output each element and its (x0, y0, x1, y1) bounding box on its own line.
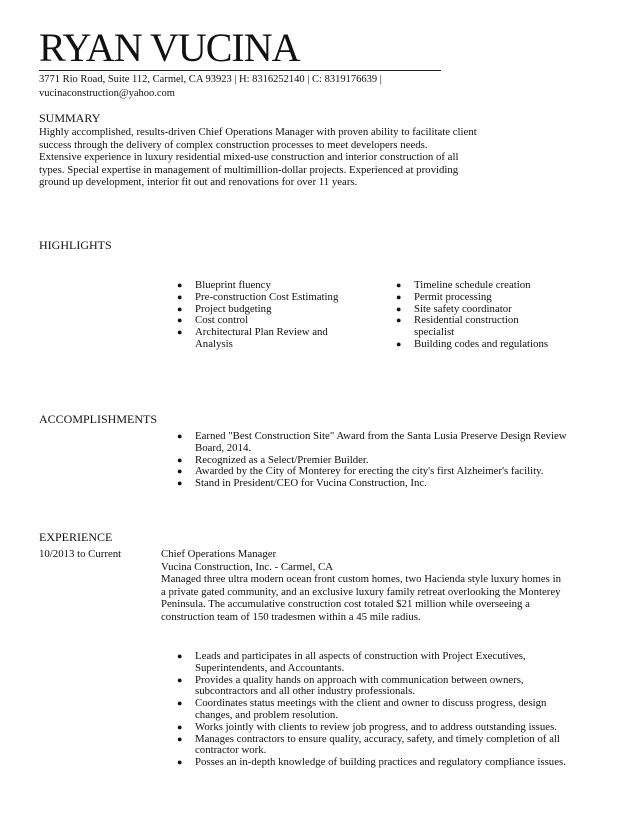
list-item: ● Coordinates status meetings with the client and owner to discuss progress, design changes, and problem resolution. (177, 698, 577, 722)
list-item: ● Provides a quality hands on approach with communication between owners, subcontractors and all other industry professionals. (177, 675, 577, 699)
job-description: Managed three ultra modern ocean front custom homes, two Hacienda style luxury homes in a private gated community, and an exclusive luxury family retreat overlooking the Monterey Peninsula. The accumulative construction cost totaled $21 million while overseeing a construction team of 150 tradesmen within a 45 mile radius. (161, 573, 561, 623)
summary-line: success through the delivery of complex construction processes to meet developers needs. (39, 138, 428, 151)
accomplishments-list (177, 431, 577, 490)
candidate-name: RYAN VUCINA (39, 25, 300, 70)
list-item: ● Permit processing (396, 292, 596, 304)
job-title: Chief Operations Manager (161, 548, 277, 560)
list-item: ● Recognized as a Select/Premier Builder. (177, 455, 577, 467)
list-item: ● Stand in President/CEO for Vucina Construction, Inc. (177, 478, 577, 490)
list-item: ● Awarded by the City of Monterey for erecting the city's first Alzheimer's facility. (177, 466, 577, 478)
job-details (161, 548, 561, 623)
list-item: ● Cost control (177, 315, 377, 327)
job-dates: 10/2013 to Current (39, 548, 122, 560)
summary-line: Extensive experience in luxury residential mixed-use construction and interior construction of all (39, 151, 459, 164)
list-item: ● Site safety coordinator (396, 304, 596, 316)
list-item: ● Architectural Plan Review and Analysis (177, 327, 360, 351)
summary-line: types. Special expertise in management of multimillion-dollar projects. Experienced at providing (39, 163, 459, 176)
summary-line: ground up development, interior fit out and renovations for over 11 years. (39, 176, 358, 189)
experience-heading: EXPERIENCE (39, 530, 113, 544)
list-item: ● Project budgeting (177, 304, 377, 316)
list-item: ● Residential construction specialist (396, 315, 554, 339)
job-company: Vucina Construction, Inc. - Carmel, CA (161, 560, 334, 573)
contact-info (39, 73, 382, 101)
list-item: ● Building codes and regulations (396, 339, 596, 351)
list-item: ● Manages contractors to ensure quality, accuracy, safety, and timely completion of all contractor work. (177, 734, 577, 758)
list-item: ● Blueprint fluency (177, 280, 377, 292)
header-rule (39, 70, 441, 71)
list-item: ● Pre-construction Cost Estimating (177, 292, 345, 304)
list-item: ● Leads and participates in all aspects of construction with Project Executives, Superintendents, and Accountants. (177, 651, 577, 675)
contact-email: vucinaconstruction@yahoo.com (39, 88, 175, 99)
summary-line: Highly accomplished, results-driven Chief Operations Manager with proven ability to facilitate client (39, 126, 477, 138)
highlights-left-list (177, 280, 377, 351)
contact-address-phones: 3771 Rio Road, Suite 112, Carmel, CA 93923 | H: 8316252140 | C: 8319176639 | (39, 74, 382, 85)
job-duties-list (177, 651, 577, 769)
accomplishments-heading: ACCOMPLISHMENTS (39, 412, 158, 426)
highlights-heading: HIGHLIGHTS (39, 238, 112, 252)
list-item: ● Timeline schedule creation (396, 280, 596, 292)
list-item: ● Works jointly with clients to review job progress, and to address outstanding issues. (177, 722, 577, 734)
summary-text (39, 126, 599, 189)
highlights-right-list (396, 280, 596, 351)
list-item: ● Earned "Best Construction Site" Award from the Santa Lusia Preserve Design Review Board, 2014. (177, 431, 577, 455)
list-item: ● Posses an in-depth knowledge of building practices and regulatory compliance issues. (177, 757, 577, 769)
summary-heading: SUMMARY (39, 111, 101, 125)
